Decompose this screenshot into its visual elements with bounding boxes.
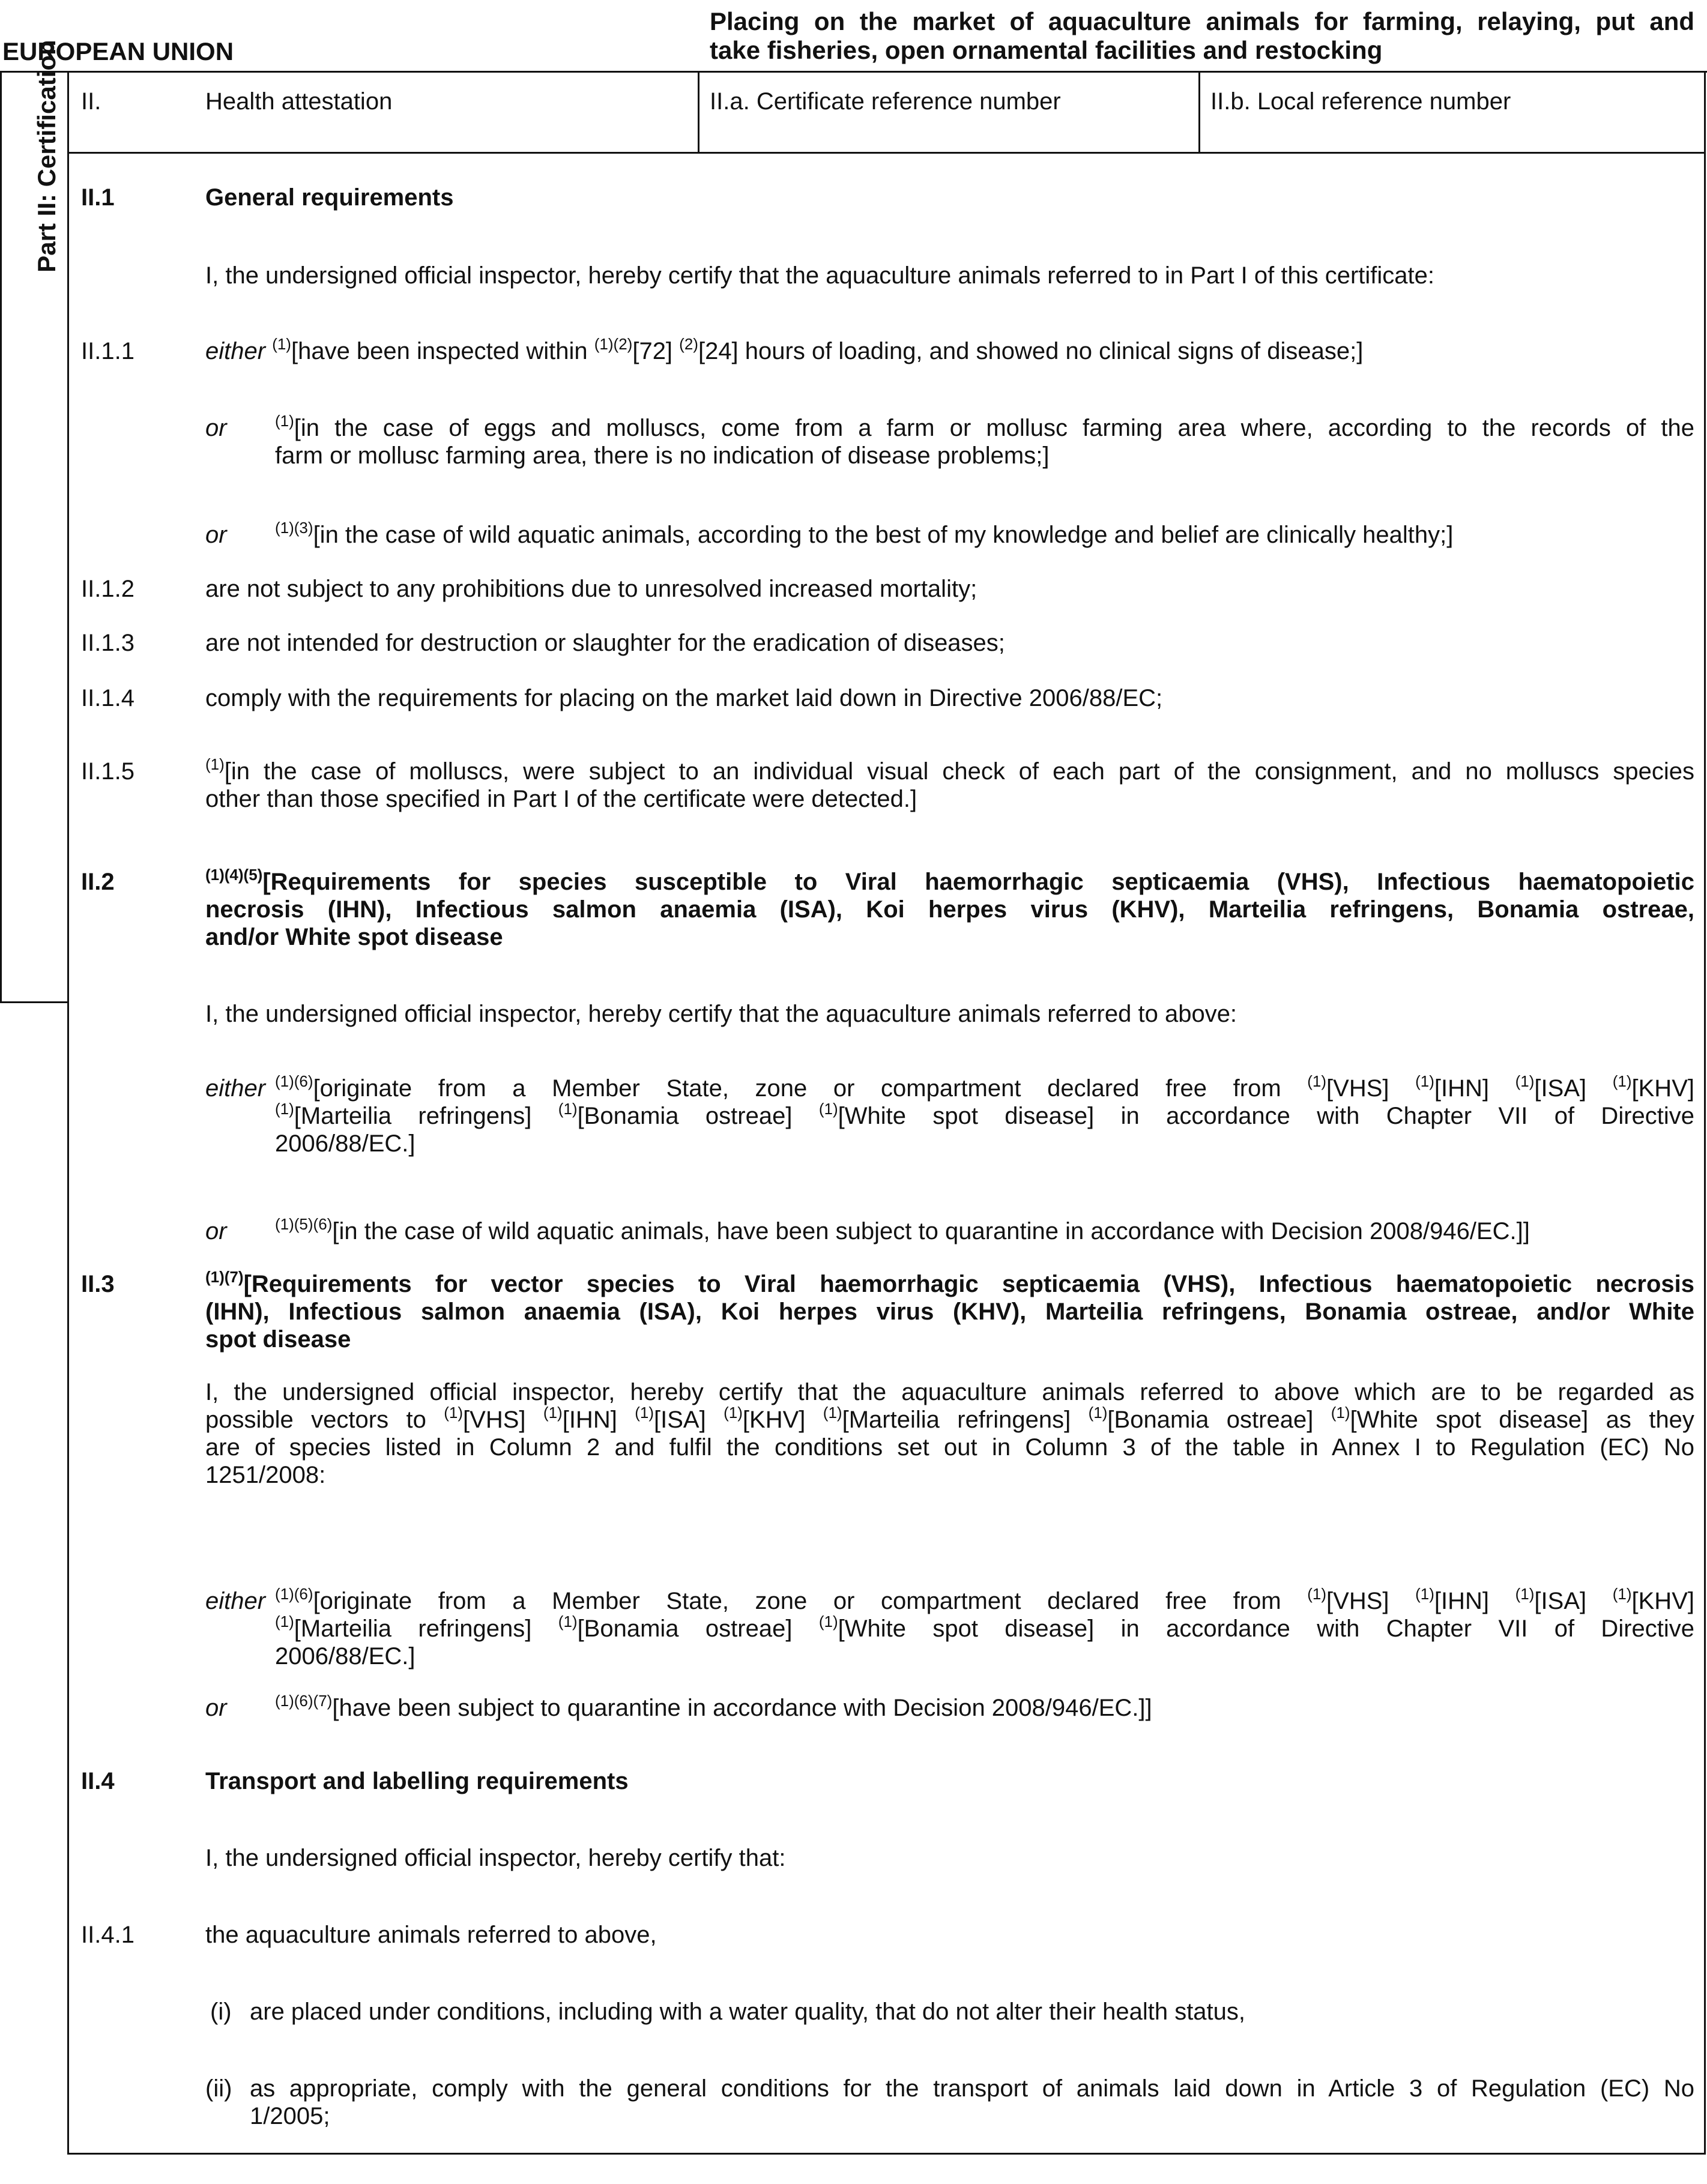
frame-right-border [1704, 71, 1706, 2154]
item-II-1-1-number: II.1.1 [81, 338, 134, 364]
section-II-2-either: either $^{(1)(6)}$[originate from a Member State, zone or compartment declared free from $^{(1)}$[VHS] $^{(1)}$[IHN] $^{(1)}$[ISA] $^{(1)}$[KHV] $^{(1)}$[Marteilia refringens] $^{(1)}$[Bonamia ostreae] $^{(1)}$[White spot disease] in accordance with Chapter VII of Directive 2006/88/EC.] [205, 1072, 1695, 1157]
frame-top-border [0, 71, 1707, 73]
section-II-3-either: either $^{(1)(6)}$[originate from a Member State, zone or compartment declared free from $^{(1)}$[VHS] $^{(1)}$[IHN] $^{(1)}$[ISA] $^{(1)}$[KHV] $^{(1)}$[Marteilia refringens] $^{(1)}$[Bonamia ostreae] $^{(1)}$[White spot disease] in accordance with Chapter VII of Directive 2006/88/EC.] [205, 1585, 1695, 1670]
section-II-3-or-text: $^{(1)(6)(7)}$[have been subject to quarantine in accordance with Decision 2008/946/EC.]] [275, 1692, 1152, 1721]
item-II-1-4-text: comply with the requirements for placing on the market laid down in Directive 2006/88/EC; [205, 685, 1163, 711]
item-II-1-2-text: are not subject to any prohibitions due to unresolved increased mortality; [205, 576, 977, 602]
column-divider-1 [698, 71, 699, 153]
roman-item-i-text: are placed under conditions, including with a water quality, that do not alter their health status, [250, 1998, 1246, 2025]
frame-bottom-border [67, 2153, 1706, 2155]
section-II-1-intro: I, the undersigned official inspector, hereby certify that the aquaculture animals referred to in Part I of this certificate: [205, 262, 1435, 289]
certificate-title-line-2: take fisheries, open ornamental facilities and restocking [710, 36, 1383, 64]
section-II-4-number: II.4 [81, 1768, 115, 1794]
section-II-2-or-text: $^{(1)(5)(6)}$[in the case of wild aquatic animals, have been subject to quarantine in accordance with Decision 2008/946/EC.]] [275, 1215, 1530, 1244]
item-II-1-2-number: II.1.2 [81, 576, 134, 602]
health-attestation-number: II. [81, 88, 101, 115]
section-II-4-title: Transport and labelling requirements [205, 1768, 629, 1794]
side-column-left-border [0, 71, 2, 1003]
roman-item-ii-number: (ii) [205, 2075, 232, 2102]
header-row-divider [67, 152, 1706, 154]
or-word: or [205, 1218, 227, 1244]
item-II-1-5-number: II.1.5 [81, 758, 134, 785]
or-word: or [205, 1695, 227, 1721]
section-II-1-number: II.1 [81, 184, 115, 211]
item-II-1-3-text: are not intended for destruction or slaughter for the eradication of diseases; [205, 630, 1005, 656]
item-II-4-1-number: II.4.1 [81, 1922, 134, 1948]
or-word: or [205, 415, 227, 441]
section-II-3-number: II.3 [81, 1271, 115, 1297]
item-II-1-1-text: either $^{(1)}$[have been inspected within $^{(1)(2)}$[72] $^{(2)}$[24] hours of loading, and showed no clinical signs of disease;] [205, 335, 1364, 364]
item-II-1-1-or-a: $^{(1)}$[in the case of eggs and molluscs, come from a farm or mollusc farming area where, according to the records of the farm or mollusc farming area, there is no indication of disease problems;] [275, 412, 1694, 469]
or-word: or [205, 522, 227, 548]
section-II-4-intro: I, the undersigned official inspector, hereby certify that: [205, 1845, 786, 1871]
section-II-2-intro: I, the undersigned official inspector, hereby certify that the aquaculture animals referred to above: [205, 1001, 1237, 1027]
item-II-1-3-number: II.1.3 [81, 630, 134, 656]
section-II-2-title: $^{(1)(4)(5)}$[Requirements for species susceptible to Viral haemorrhagic septicaemia (VHS), Infectious haematopoietic necrosis (IHN), Infectious salmon anaemia (ISA), Koi herpes virus (KHV), Marteilia refringens, Bonamia ostreae, and/or White spot disease [205, 866, 1694, 950]
item-II-4-1-text: the aquaculture animals referred to above, [205, 1922, 657, 1948]
roman-item-i-number: (i) [210, 1998, 232, 2025]
health-attestation-label: Health attestation [205, 88, 393, 115]
part-ii-certification-side-label: Part II: Certification [32, 40, 61, 273]
section-II-2-number: II.2 [81, 869, 115, 895]
item-II-1-4-number: II.1.4 [81, 685, 134, 711]
column-divider-2 [1198, 71, 1200, 153]
item-II-1-1-or-b: $^{(1)(3)}$[in the case of wild aquatic animals, according to the best of my knowledge and belief are clinically healthy;] [275, 519, 1454, 548]
section-II-1-title: General requirements [205, 184, 454, 211]
certificate-title-line-1: Placing on the market of aquaculture animals for farming, relaying, put and [710, 7, 1694, 35]
item-II-1-5-text: $^{(1)}$[in the case of molluscs, were subject to an individual visual check of each part of the consignment, and no molluscs species other than those specified in Part I of the certificate were detected.] [205, 755, 1694, 812]
roman-item-ii-text: as appropriate, comply with the general conditions for the transport of animals laid down in Article 3 of Regulation (EC) No 1/2005; [250, 2075, 1694, 2129]
org-name: EUROPEAN UNION [2, 37, 234, 65]
section-II-3-paragraph: I, the undersigned official inspector, hereby certify that the aquaculture animals referred to above which are to be regarded as possible vectors to $^{(1)}$[VHS] $^{(1)}$[IHN] $^{(1)}$[ISA] $^{(1)}$[KHV] $^{(1)}$[Marteilia refringens] $^{(1)}$[Bonamia ostreae] $^{(1)}$[White spot disease] as they are of species listed in Column 2 and fulfil the conditions set out in Column 3 of the table in Annex I to Regulation (EC) No 1251/2008: [205, 1379, 1694, 1488]
section-II-3-title: $^{(1)(7)}$[Requirements for vector species to Viral haemorrhagic septicaemia (VHS), Infectious haematopoietic necrosis (IHN), Infectious salmon anaemia (ISA), Koi herpes virus (KHV), Marteilia refringens, Bonamia ostreae, and/or White spot disease [205, 1268, 1694, 1353]
side-column-bottom-border [0, 1001, 68, 1003]
local-reference-label: II.b. Local reference number [1210, 88, 1511, 115]
certificate-reference-label: II.a. Certificate reference number [710, 88, 1061, 115]
